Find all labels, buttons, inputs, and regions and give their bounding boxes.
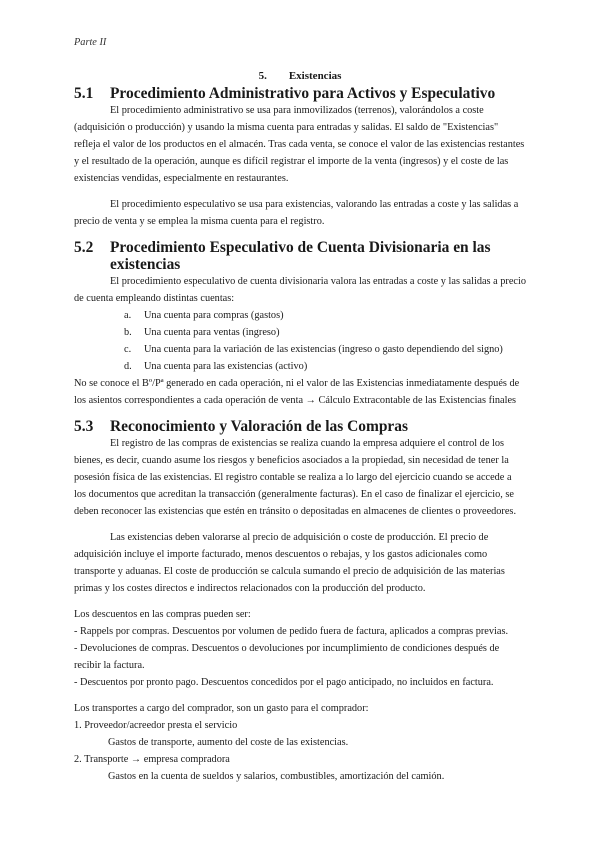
list-item: [74, 324, 526, 341]
subsection-title: Procedimiento Administrativo para Activos y Especulativo: [110, 85, 496, 102]
list-item: [74, 341, 526, 358]
paragraph: El procedimiento especulativo de cuenta divisionaria valora las entradas a coste y las salidas a precio de cuenta empleando distintas cuentas:: [74, 276, 527, 304]
list-marker: c.: [124, 344, 132, 355]
list-marker: a.: [124, 310, 132, 321]
list-item-text: Una cuenta para las existencias (activo): [144, 361, 308, 372]
paragraph: No se conoce el Bº/Pª generado en cada operación, ni el valor de las Existencias inmediatamente después de los asientos correspondientes a cada operación de venta → Cálculo Extracontable de las Existencias finales: [74, 378, 520, 406]
list-marker: b.: [124, 327, 132, 338]
account-list: [74, 307, 526, 375]
list-item: [74, 307, 526, 324]
subsection-number: 5.3: [74, 418, 94, 435]
section-title-text: Existencias: [288, 70, 342, 82]
list-marker: d.: [124, 361, 132, 372]
list-item-text: Una cuenta para ventas (ingreso): [144, 327, 280, 338]
section-number: 5.: [258, 70, 267, 82]
list-item-text: Una cuenta para la variación de las existencias (ingreso o gasto dependiendo del signo): [144, 344, 503, 355]
list-item: - Rappels por compras. Descuentos por volumen de pedido fuera de factura, aplicados a compras previas.: [74, 626, 509, 637]
paragraph: El procedimiento especulativo se usa para existencias, valorando las entradas a coste y las salidas a precio de venta y se emplea la misma cuenta para el registro.: [74, 199, 519, 227]
subsection-title: Procedimiento Especulativo de Cuenta Divisionaria en las existencias: [110, 239, 491, 273]
list-item: 2. Transporte → empresa compradora: [74, 754, 230, 765]
subsection-5-3-heading: [74, 418, 526, 435]
subsection-number: 5.1: [74, 85, 94, 102]
subsection-title: Reconocimiento y Valoración de las Compras: [110, 418, 409, 435]
subsection-5-2-heading: [74, 239, 526, 273]
paragraph: El registro de las compras de existencias se realiza cuando la empresa adquiere el control de los bienes, es decir, cuando asume los riesgos y beneficios asociados a la propiedad, sin necesidad de tener la posesión física de las existencias. El registro contable se realiza a lo largo del ejercicio cuando se accede a los documentos que acreditan la transacción (generalmente facturas). En el caso de finalizar el ejercicio, se deben reconocer las existencias que estén en tránsito o depositadas en almacenes de clientes o proveedores.: [74, 438, 517, 517]
list-item: 1. Proveedor/acreedor presta el servicio: [74, 720, 238, 731]
list-item-text: Una cuenta para compras (gastos): [144, 310, 284, 321]
list-item-detail: Gastos en la cuenta de sueldos y salarios, combustibles, amortización del camión.: [108, 771, 445, 782]
subsection-number: 5.2: [74, 239, 94, 256]
list-item: - Devoluciones de compras. Descuentos o devoluciones por incumplimiento de condiciones después de recibir la factura.: [74, 643, 500, 671]
paragraph: Las existencias deben valorarse al precio de adquisición o coste de producción. El precio de adquisición incluye el importe facturado, menos descuentos o rebajas, y los gastos adicionales como transporte y aduanas. El coste de producción se calcula sumando el precio de adquisición de las materias primas y los costes directos e indirectos relacionados con la producción del producto.: [74, 532, 505, 594]
transportes-intro: Los transportes a cargo del comprador, son un gasto para el comprador:: [74, 703, 369, 714]
page-header: Parte II: [74, 37, 107, 48]
list-item: - Descuentos por pronto pago. Descuentos concedidos por el pago anticipado, no incluidos en factura.: [74, 677, 494, 688]
list-item: [74, 358, 526, 375]
descuentos-intro: Los descuentos en las compras pueden ser:: [74, 609, 251, 620]
paragraph: El procedimiento administrativo se usa para inmovilizados (terrenos), valorándolos a coste (adquisición o producción) y usando la misma cuenta para entradas y salidas. El saldo de "Existencias" refleja el valor de los productos en el almacén. Tras cada venta, se conoce el valor de las existencias restantes y el resultado de la operación, aunque es difícil registrar el importe de la venta (ingresos) y el coste de las existencias vendidas, especialmente en restaurantes.: [74, 105, 525, 184]
list-item-detail: Gastos de transporte, aumento del coste de las existencias.: [108, 737, 349, 748]
section-title: [74, 68, 526, 85]
subsection-5-1-heading: [74, 85, 526, 102]
